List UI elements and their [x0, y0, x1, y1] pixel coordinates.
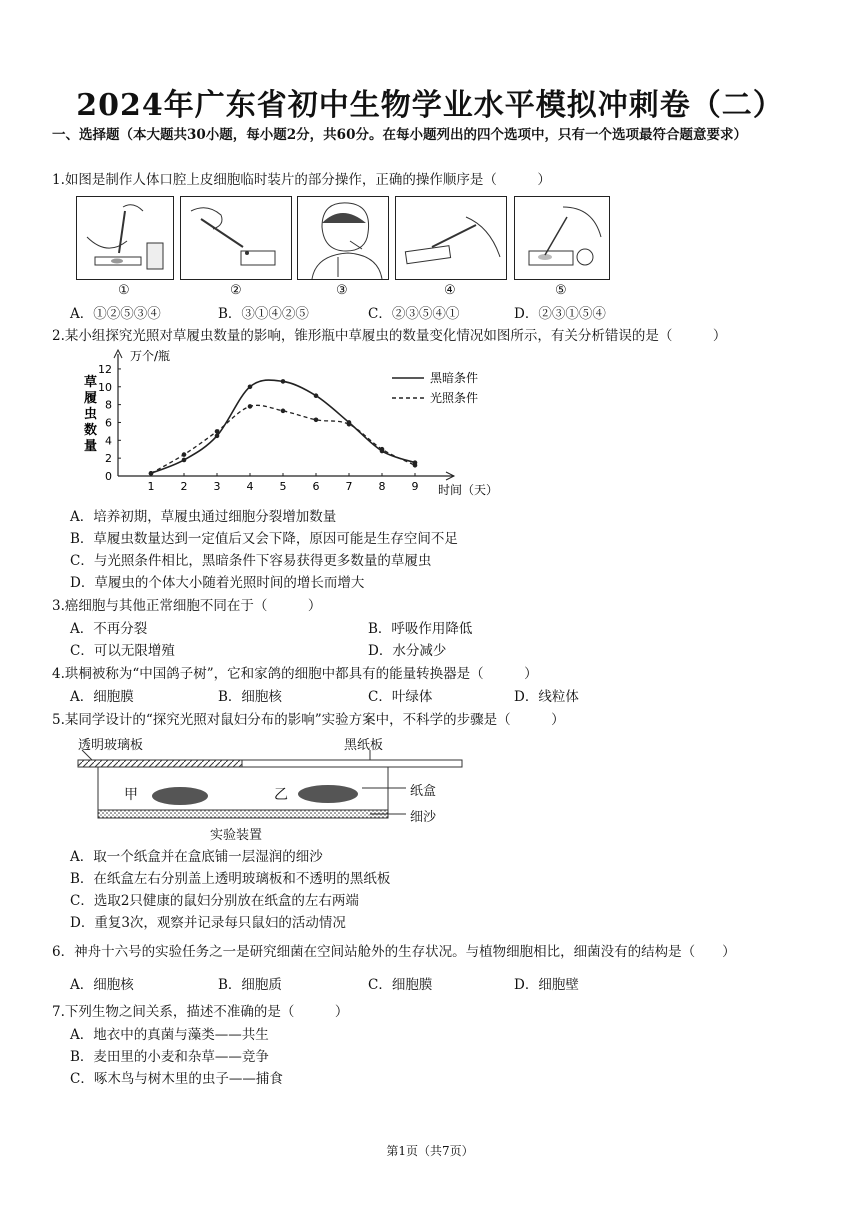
question-7-stem: 7.下列生物之间关系，描述不准确的是（ ）: [52, 1004, 349, 1020]
data-point: [182, 452, 187, 457]
data-point: [215, 434, 220, 439]
q2-option-b[interactable]: B．草履虫数量达到一定值后又会下降，原因可能是生存空间不足: [70, 531, 458, 547]
data-point: [314, 417, 319, 422]
label-yi: 乙: [274, 787, 288, 803]
x-tick-label: 6: [312, 480, 320, 493]
question-1-stem: 1.如图是制作人体口腔上皮细胞临时装片的部分操作，正确的操作顺序是（ ）: [52, 172, 551, 188]
x-tick-label: 1: [147, 480, 155, 493]
question-4-stem: 4.珙桐被称为“中国鸽子树”，它和家鸽的细胞中都具有的能量转换器是（ ）: [52, 666, 538, 682]
legend-label-1: 黑暗条件: [430, 371, 479, 385]
x-tick-label: 8: [378, 480, 386, 493]
x-tick-label: 3: [213, 480, 221, 493]
q1-figure-1: [76, 196, 174, 280]
data-point: [380, 447, 385, 452]
q1-option-c[interactable]: C．②③⑤④①: [368, 306, 460, 322]
q1-fig-label-4: ④: [444, 283, 456, 298]
question-6-stem: 6．神舟十六号的实验任务之一是研究细菌在空间站舱外的生存状况。与植物细胞相比，细菌没有的结构是（ ）: [52, 944, 736, 960]
chart-text: [84, 349, 498, 497]
q7-option-b[interactable]: B．麦田里的小麦和杂草——竞争: [70, 1049, 269, 1065]
question-3-stem: 3.癌细胞与其他正常细胞不同在于（ ）: [52, 598, 322, 614]
q7-option-a[interactable]: A．地衣中的真菌与藻类——共生: [70, 1027, 269, 1043]
chart-axes: [114, 350, 454, 480]
q3-option-c[interactable]: C．可以无限增殖: [70, 643, 175, 659]
data-point: [281, 409, 286, 414]
q2-option-a[interactable]: A．培养初期，草履虫通过细胞分裂增加数量: [70, 509, 337, 525]
q2-option-c[interactable]: C．与光照条件相比，黑暗条件下容易获得更多数量的草履虫: [70, 553, 432, 569]
section-heading: 一、选择题（本大题共30小题，每小题2分，共60分。在每小题列出的四个选项中，只有一个选项最符合题意要求）: [52, 127, 747, 143]
q5-option-b[interactable]: B．在纸盒左右分别盖上透明玻璃板和不透明的黑纸板: [70, 871, 391, 887]
paramecium-line-chart: [70, 348, 520, 504]
woodlouse-icon: [152, 785, 358, 805]
q1-option-b[interactable]: B．③①④②⑤: [218, 306, 309, 322]
pipette-icon: [181, 197, 291, 279]
tweezers-icon: [396, 197, 506, 279]
q5-figure: [70, 732, 470, 844]
series-line-1: [151, 380, 415, 473]
glass-label: 透明玻璃板: [78, 738, 144, 753]
dropper-icon: [77, 197, 173, 279]
q2-option-d[interactable]: D．草履虫的个体大小随着光照时间的增长而增大: [70, 575, 365, 591]
x-tick-label: 9: [411, 480, 419, 493]
q6-option-a[interactable]: A．细胞核: [70, 977, 134, 993]
label-jia: 甲: [124, 787, 138, 803]
question-2-stem: 2.某小组探究光照对草履虫数量的影响，锥形瓶中草履虫的数量变化情况如图所示，有关分析错误的是（ ）: [52, 328, 727, 344]
data-point: [248, 404, 253, 409]
q3-option-a[interactable]: A．不再分裂: [70, 621, 148, 637]
figure-caption: 实验装置: [210, 828, 263, 843]
sand-label: 细沙: [410, 810, 437, 825]
q1-fig-label-3: ③: [336, 283, 348, 298]
y-tick-label: 0: [105, 470, 112, 483]
page-title: 2024年广东省初中生物学业水平模拟冲刺卷（二）: [76, 88, 784, 123]
q1-fig-label-1: ①: [118, 283, 130, 298]
data-point: [347, 422, 352, 427]
q1-fig-label-2: ②: [230, 283, 242, 298]
y-tick-label: 6: [105, 416, 112, 430]
q5-option-d[interactable]: D．重复3次，观察并记录每只鼠妇的活动情况: [70, 915, 346, 931]
q1-figure-4: [395, 196, 507, 280]
q4-option-a[interactable]: A．细胞膜: [70, 689, 134, 705]
q4-option-d[interactable]: D．线粒体: [514, 689, 579, 705]
y-tick-label: 12: [98, 362, 112, 376]
x-axis-label: 时间（天）: [438, 483, 499, 497]
y-axis-label: 草履虫数量: [84, 375, 98, 454]
q3-option-d[interactable]: D．水分减少: [368, 643, 447, 659]
x-tick-label: 7: [345, 480, 353, 493]
q6-option-c[interactable]: C．细胞膜: [368, 977, 433, 993]
x-tick-label: 4: [246, 480, 254, 493]
x-tick-label: 2: [180, 480, 188, 493]
q4-option-c[interactable]: C．叶绿体: [368, 689, 433, 705]
series-line-2: [151, 405, 415, 473]
q1-option-d[interactable]: D．②③①⑤④: [514, 306, 606, 322]
legend-label-2: 光照条件: [430, 391, 479, 405]
data-point: [149, 471, 154, 476]
q4-option-b[interactable]: B．细胞核: [218, 689, 282, 705]
data-point: [215, 429, 220, 434]
q1-option-a[interactable]: A．①②⑤③④: [70, 306, 161, 322]
x-tick-label: 5: [279, 480, 287, 493]
paper-label: 黑纸板: [344, 738, 384, 753]
q5-option-a[interactable]: A．取一个纸盒并在盒底铺一层湿润的细沙: [70, 849, 323, 865]
data-point: [248, 384, 253, 389]
q3-option-b[interactable]: B．呼吸作用降低: [368, 621, 473, 637]
question-5-stem: 5.某同学设计的“探究光照对鼠妇分布的影响”实验方案中，不科学的步骤是（ ）: [52, 712, 565, 728]
data-point: [314, 393, 319, 398]
page-footer: 第1页（共7页）: [386, 1144, 474, 1158]
chart-series: [149, 378, 424, 476]
data-point: [281, 379, 286, 384]
data-point: [413, 463, 418, 468]
y-tick-label: 8: [105, 398, 112, 412]
q5-option-c[interactable]: C．选取2只健康的鼠妇分别放在纸盒的左右两端: [70, 893, 359, 909]
q6-option-b[interactable]: B．细胞质: [218, 977, 282, 993]
q7-option-c[interactable]: C．啄木鸟与树木里的虫子——捕食: [70, 1071, 283, 1087]
box-label: 纸盒: [410, 784, 437, 799]
data-point: [182, 458, 187, 463]
y-unit-label: 万个/瓶: [130, 349, 171, 363]
q6-option-d[interactable]: D．细胞壁: [514, 977, 579, 993]
q1-figure-3: [297, 196, 389, 280]
y-tick-label: 10: [98, 380, 112, 394]
q1-fig-label-5: ⑤: [555, 283, 567, 298]
person-icon: [298, 197, 388, 279]
q1-figure-5: [514, 196, 610, 280]
y-tick-label: 4: [105, 434, 112, 448]
q1-figure-2: [180, 196, 292, 280]
swab-icon: [515, 197, 609, 279]
y-tick-label: 2: [105, 452, 112, 466]
